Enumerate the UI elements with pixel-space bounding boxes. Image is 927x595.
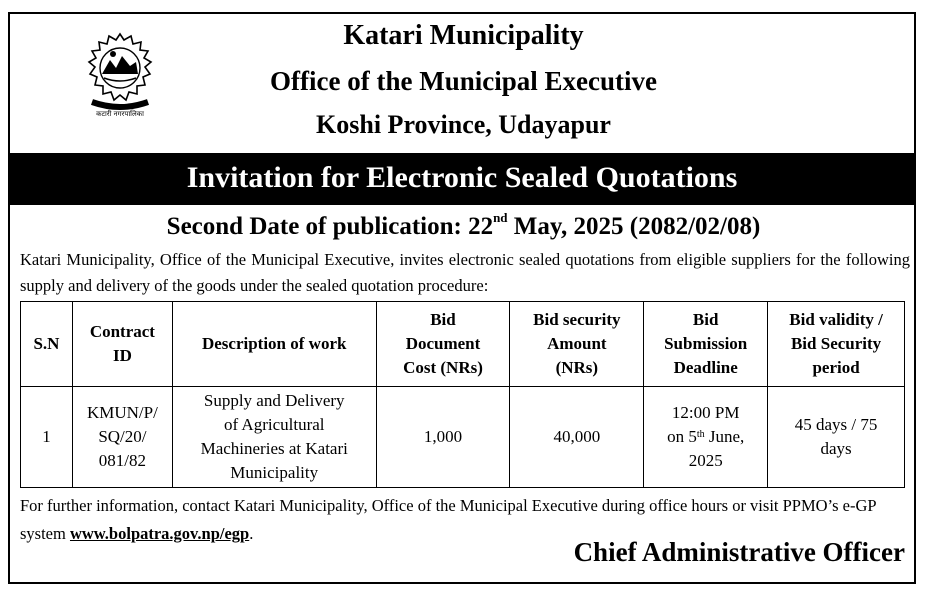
publication-date [0, 210, 927, 241]
cell-sn: 1 [21, 387, 73, 488]
egp-link[interactable]: www.bolpatra.gov.np/egp [69, 524, 250, 543]
cell-bid-document-cost: 1,000 [376, 387, 510, 488]
publication-date-rest: May, 2025 (2082/02/08) [507, 213, 761, 240]
cell-description: Supply and Delivery of Agricultural Machineries at Katari Municipality [172, 387, 376, 488]
publication-date-suffix-ordinal: nd [493, 210, 508, 225]
publication-date-prefix: Second Date of publication: 22 [166, 213, 494, 240]
table-row [21, 387, 905, 488]
header-contract-id: Contract ID [72, 302, 172, 387]
signatory-title: Chief Administrative Officer [573, 537, 905, 567]
cell-bid-validity: 45 days / 75 days [768, 387, 905, 488]
municipality-name: Katari Municipality [343, 20, 584, 51]
header-bid-validity: Bid validity / Bid Security period [768, 302, 905, 387]
header-sn: S.N [21, 302, 73, 387]
emblem-text: कटारी नगरपालिका [96, 110, 144, 118]
contact-paragraph: For further information, contact Katari Municipality, Office of the Municipal Executive during office hours or visit PPMO’s e-GP system www.bolpatra.gov.np/egp. [20, 496, 876, 543]
header-bid-security-amount: Bid security Amount (NRs) [510, 302, 644, 387]
header-bid-document-cost: Bid Document Cost (NRs) [376, 302, 510, 387]
office-name: Office of the Municipal Executive [270, 66, 657, 96]
table-header-row [21, 302, 905, 387]
header-description: Description of work [172, 302, 376, 387]
intro-paragraph: Katari Municipality, Office of the Municipal Executive, invites electronic sealed quotations from eligible suppliers for the following supply and delivery of the goods under the sealed quotation procedure: [20, 250, 910, 295]
notice-title-banner: Invitation for Electronic Sealed Quotations [8, 153, 916, 205]
header-submission-deadline: Bid Submission Deadline [644, 302, 768, 387]
province-location: Koshi Province, Udayapur [316, 110, 611, 139]
cell-bid-security-amount: 40,000 [510, 387, 644, 488]
cell-submission-deadline: 12:00 PM on 5th June, 2025 [644, 387, 768, 488]
contact-text: For further information, contact Katari Municipality, Office of the Municipal Executive during office hours or visit PPMO’s e-GP system [20, 496, 876, 543]
quotation-table [20, 301, 905, 488]
cell-contract-id: KMUN/P/ SQ/20/ 081/82 [72, 387, 172, 488]
